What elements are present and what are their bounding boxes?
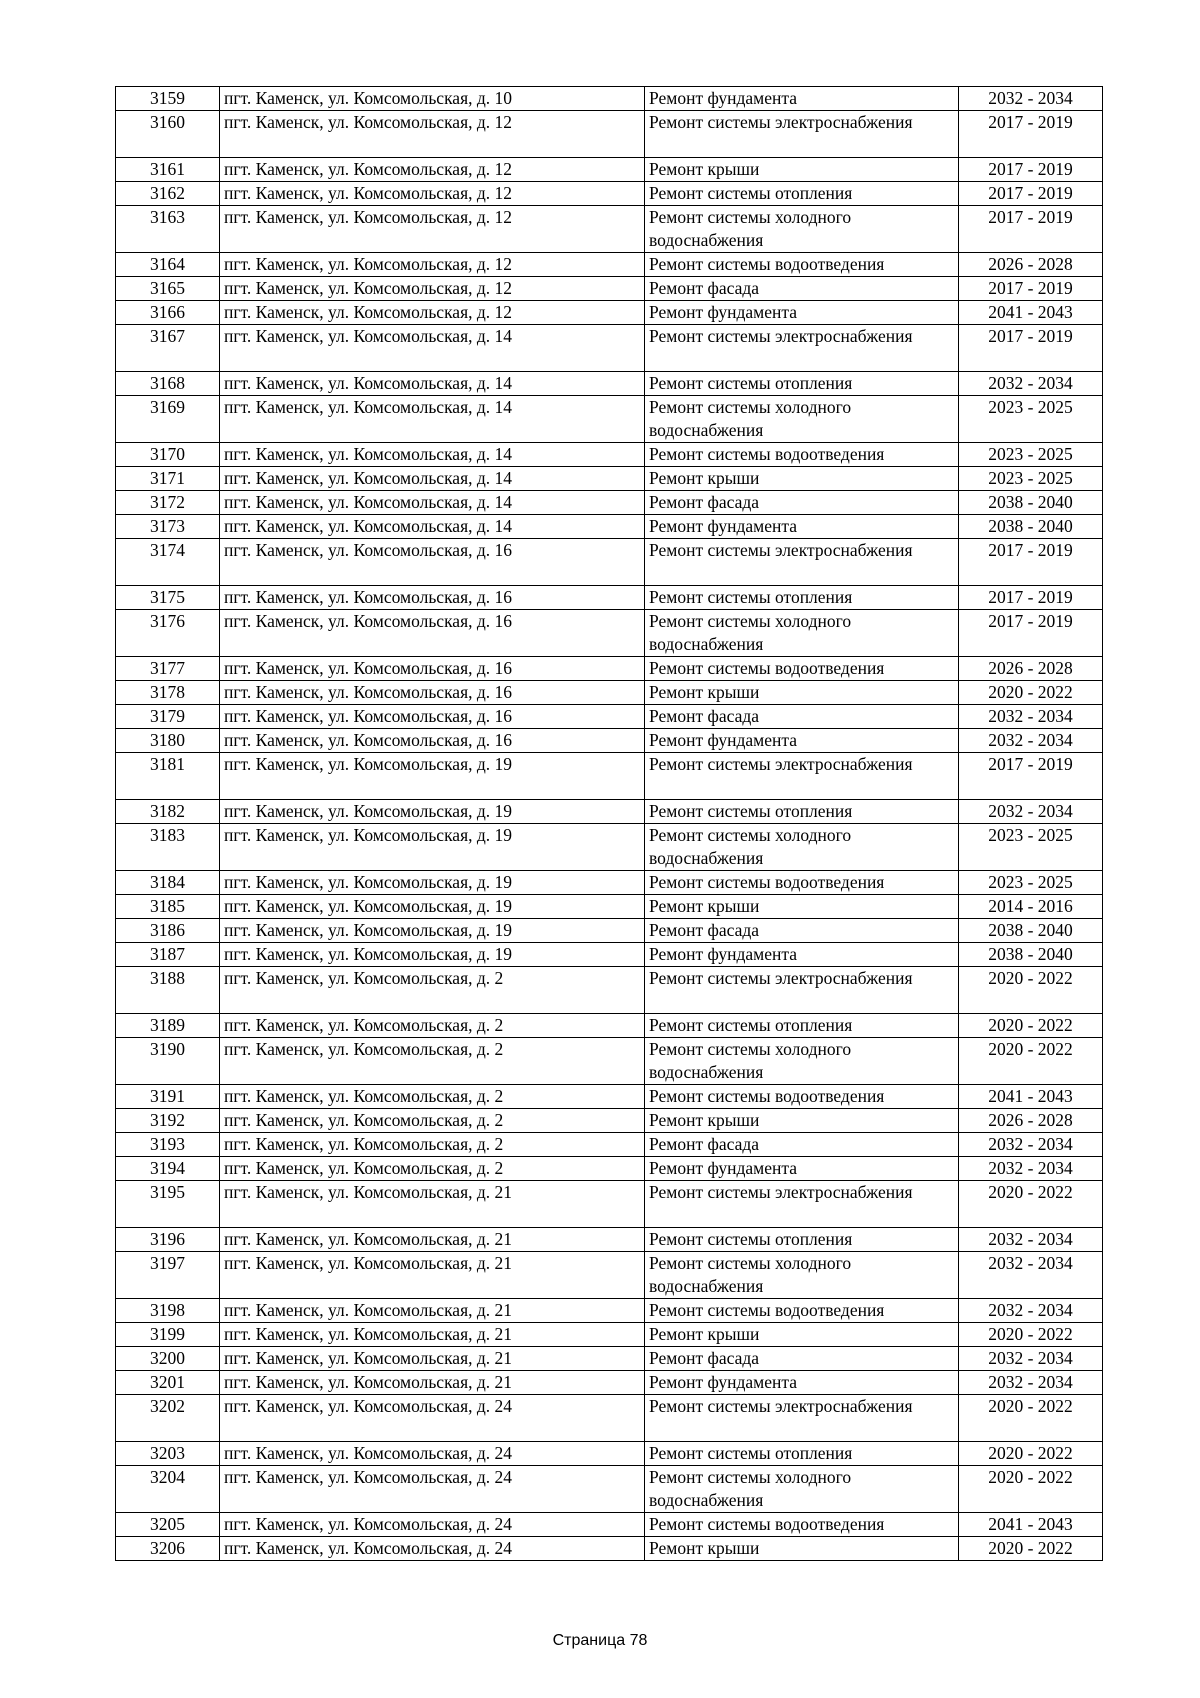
row-number-cell: 3168 — [116, 372, 220, 396]
address-cell: пгт. Каменск, ул. Комсомольская, д. 21 — [220, 1323, 645, 1347]
period-cell: 2032 - 2034 — [959, 705, 1103, 729]
work-type-cell: Ремонт системы водоотведения — [645, 1299, 959, 1323]
period-cell: 2032 - 2034 — [959, 1371, 1103, 1395]
table-row — [116, 253, 1103, 277]
period-cell: 2020 - 2022 — [959, 1466, 1103, 1513]
row-number-cell: 3203 — [116, 1442, 220, 1466]
table-row — [116, 182, 1103, 206]
address-cell: пгт. Каменск, ул. Комсомольская, д. 19 — [220, 943, 645, 967]
table-row — [116, 1323, 1103, 1347]
table-row — [116, 325, 1103, 372]
table-row — [116, 1038, 1103, 1085]
period-cell: 2032 - 2034 — [959, 1157, 1103, 1181]
work-type-cell: Ремонт системы электроснабжения — [645, 325, 959, 372]
work-type-cell: Ремонт системы холодного водоснабжения — [645, 1252, 959, 1299]
table-row — [116, 1252, 1103, 1299]
table-row — [116, 1371, 1103, 1395]
period-cell: 2017 - 2019 — [959, 206, 1103, 253]
address-cell: пгт. Каменск, ул. Комсомольская, д. 24 — [220, 1395, 645, 1442]
table-row — [116, 1395, 1103, 1442]
period-cell: 2032 - 2034 — [959, 372, 1103, 396]
period-cell: 2023 - 2025 — [959, 871, 1103, 895]
table-row — [116, 1347, 1103, 1371]
address-cell: пгт. Каменск, ул. Комсомольская, д. 14 — [220, 396, 645, 443]
period-cell: 2020 - 2022 — [959, 1442, 1103, 1466]
period-cell: 2032 - 2034 — [959, 1252, 1103, 1299]
table-row — [116, 1442, 1103, 1466]
address-cell: пгт. Каменск, ул. Комсомольская, д. 12 — [220, 206, 645, 253]
table-row — [116, 1299, 1103, 1323]
period-cell: 2038 - 2040 — [959, 919, 1103, 943]
period-cell: 2017 - 2019 — [959, 586, 1103, 610]
row-number-cell: 3166 — [116, 301, 220, 325]
period-cell: 2020 - 2022 — [959, 1181, 1103, 1228]
row-number-cell: 3191 — [116, 1085, 220, 1109]
work-type-cell: Ремонт фасада — [645, 705, 959, 729]
work-type-cell: Ремонт крыши — [645, 1537, 959, 1561]
period-cell: 2017 - 2019 — [959, 325, 1103, 372]
table-row — [116, 1133, 1103, 1157]
table-row — [116, 729, 1103, 753]
row-number-cell: 3186 — [116, 919, 220, 943]
work-type-cell: Ремонт системы отопления — [645, 1228, 959, 1252]
period-cell: 2023 - 2025 — [959, 467, 1103, 491]
table-row — [116, 1014, 1103, 1038]
period-cell: 2017 - 2019 — [959, 111, 1103, 158]
period-cell: 2017 - 2019 — [959, 610, 1103, 657]
table-row — [116, 1466, 1103, 1513]
row-number-cell: 3205 — [116, 1513, 220, 1537]
address-cell: пгт. Каменск, ул. Комсомольская, д. 21 — [220, 1252, 645, 1299]
address-cell: пгт. Каменск, ул. Комсомольская, д. 19 — [220, 871, 645, 895]
row-number-cell: 3160 — [116, 111, 220, 158]
table-row — [116, 443, 1103, 467]
work-type-cell: Ремонт системы водоотведения — [645, 1513, 959, 1537]
table-row — [116, 753, 1103, 800]
work-type-cell: Ремонт системы электроснабжения — [645, 111, 959, 158]
row-number-cell: 3182 — [116, 800, 220, 824]
table-row — [116, 467, 1103, 491]
period-cell: 2032 - 2034 — [959, 1133, 1103, 1157]
table-row — [116, 1181, 1103, 1228]
work-type-cell: Ремонт системы водоотведения — [645, 443, 959, 467]
address-cell: пгт. Каменск, ул. Комсомольская, д. 21 — [220, 1228, 645, 1252]
address-cell: пгт. Каменск, ул. Комсомольская, д. 21 — [220, 1299, 645, 1323]
row-number-cell: 3197 — [116, 1252, 220, 1299]
row-number-cell: 3163 — [116, 206, 220, 253]
table-body — [116, 87, 1103, 1561]
page-footer: Страница 78 — [552, 1632, 648, 1649]
table-row — [116, 111, 1103, 158]
period-cell: 2020 - 2022 — [959, 1323, 1103, 1347]
work-type-cell: Ремонт системы водоотведения — [645, 871, 959, 895]
work-type-cell: Ремонт системы водоотведения — [645, 253, 959, 277]
repair-schedule-table — [115, 86, 1103, 1561]
table-row — [116, 1228, 1103, 1252]
row-number-cell: 3193 — [116, 1133, 220, 1157]
row-number-cell: 3184 — [116, 871, 220, 895]
period-cell: 2041 - 2043 — [959, 301, 1103, 325]
work-type-cell: Ремонт системы холодного водоснабжения — [645, 610, 959, 657]
row-number-cell: 3167 — [116, 325, 220, 372]
table-row — [116, 943, 1103, 967]
work-type-cell: Ремонт крыши — [645, 895, 959, 919]
row-number-cell: 3181 — [116, 753, 220, 800]
work-type-cell: Ремонт системы холодного водоснабжения — [645, 1466, 959, 1513]
period-cell: 2023 - 2025 — [959, 396, 1103, 443]
table-row — [116, 967, 1103, 1014]
work-type-cell: Ремонт фундамента — [645, 87, 959, 111]
row-number-cell: 3175 — [116, 586, 220, 610]
address-cell: пгт. Каменск, ул. Комсомольская, д. 14 — [220, 491, 645, 515]
work-type-cell: Ремонт фасада — [645, 1133, 959, 1157]
address-cell: пгт. Каменск, ул. Комсомольская, д. 12 — [220, 111, 645, 158]
work-type-cell: Ремонт фундамента — [645, 515, 959, 539]
address-cell: пгт. Каменск, ул. Комсомольская, д. 2 — [220, 1014, 645, 1038]
row-number-cell: 3198 — [116, 1299, 220, 1323]
table-row — [116, 158, 1103, 182]
table-row — [116, 657, 1103, 681]
period-cell: 2017 - 2019 — [959, 277, 1103, 301]
address-cell: пгт. Каменск, ул. Комсомольская, д. 19 — [220, 800, 645, 824]
table-row — [116, 206, 1103, 253]
row-number-cell: 3195 — [116, 1181, 220, 1228]
period-cell: 2023 - 2025 — [959, 824, 1103, 871]
address-cell: пгт. Каменск, ул. Комсомольская, д. 21 — [220, 1347, 645, 1371]
address-cell: пгт. Каменск, ул. Комсомольская, д. 19 — [220, 824, 645, 871]
address-cell: пгт. Каменск, ул. Комсомольская, д. 14 — [220, 467, 645, 491]
row-number-cell: 3206 — [116, 1537, 220, 1561]
period-cell: 2020 - 2022 — [959, 1395, 1103, 1442]
table-row — [116, 277, 1103, 301]
period-cell: 2038 - 2040 — [959, 515, 1103, 539]
work-type-cell: Ремонт крыши — [645, 681, 959, 705]
address-cell: пгт. Каменск, ул. Комсомольская, д. 2 — [220, 1109, 645, 1133]
work-type-cell: Ремонт системы электроснабжения — [645, 967, 959, 1014]
row-number-cell: 3187 — [116, 943, 220, 967]
row-number-cell: 3192 — [116, 1109, 220, 1133]
table-row — [116, 1157, 1103, 1181]
work-type-cell: Ремонт системы отопления — [645, 586, 959, 610]
table-row — [116, 586, 1103, 610]
work-type-cell: Ремонт системы холодного водоснабжения — [645, 396, 959, 443]
address-cell: пгт. Каменск, ул. Комсомольская, д. 12 — [220, 253, 645, 277]
row-number-cell: 3162 — [116, 182, 220, 206]
period-cell: 2032 - 2034 — [959, 1228, 1103, 1252]
address-cell: пгт. Каменск, ул. Комсомольская, д. 16 — [220, 657, 645, 681]
work-type-cell: Ремонт фундамента — [645, 1371, 959, 1395]
work-type-cell: Ремонт крыши — [645, 158, 959, 182]
table-row — [116, 515, 1103, 539]
table-row — [116, 1109, 1103, 1133]
address-cell: пгт. Каменск, ул. Комсомольская, д. 19 — [220, 753, 645, 800]
period-cell: 2020 - 2022 — [959, 1014, 1103, 1038]
work-type-cell: Ремонт системы холодного водоснабжения — [645, 206, 959, 253]
period-cell: 2020 - 2022 — [959, 681, 1103, 705]
address-cell: пгт. Каменск, ул. Комсомольская, д. 2 — [220, 1157, 645, 1181]
address-cell: пгт. Каменск, ул. Комсомольская, д. 12 — [220, 182, 645, 206]
row-number-cell: 3189 — [116, 1014, 220, 1038]
row-number-cell: 3194 — [116, 1157, 220, 1181]
address-cell: пгт. Каменск, ул. Комсомольская, д. 10 — [220, 87, 645, 111]
address-cell: пгт. Каменск, ул. Комсомольская, д. 12 — [220, 277, 645, 301]
row-number-cell: 3164 — [116, 253, 220, 277]
work-type-cell: Ремонт системы электроснабжения — [645, 1181, 959, 1228]
table-row — [116, 705, 1103, 729]
address-cell: пгт. Каменск, ул. Комсомольская, д. 16 — [220, 681, 645, 705]
table-row — [116, 1513, 1103, 1537]
address-cell: пгт. Каменск, ул. Комсомольская, д. 21 — [220, 1181, 645, 1228]
period-cell: 2020 - 2022 — [959, 1038, 1103, 1085]
address-cell: пгт. Каменск, ул. Комсомольская, д. 21 — [220, 1371, 645, 1395]
work-type-cell: Ремонт крыши — [645, 1323, 959, 1347]
address-cell: пгт. Каменск, ул. Комсомольская, д. 14 — [220, 443, 645, 467]
table-row — [116, 301, 1103, 325]
period-cell: 2038 - 2040 — [959, 943, 1103, 967]
period-cell: 2032 - 2034 — [959, 87, 1103, 111]
address-cell: пгт. Каменск, ул. Комсомольская, д. 12 — [220, 301, 645, 325]
row-number-cell: 3165 — [116, 277, 220, 301]
period-cell: 2014 - 2016 — [959, 895, 1103, 919]
table-row — [116, 539, 1103, 586]
work-type-cell: Ремонт фундамента — [645, 729, 959, 753]
table-row — [116, 491, 1103, 515]
work-type-cell: Ремонт фундамента — [645, 301, 959, 325]
table-row — [116, 895, 1103, 919]
period-cell: 2017 - 2019 — [959, 539, 1103, 586]
row-number-cell: 3202 — [116, 1395, 220, 1442]
row-number-cell: 3172 — [116, 491, 220, 515]
address-cell: пгт. Каменск, ул. Комсомольская, д. 16 — [220, 729, 645, 753]
work-type-cell: Ремонт системы электроснабжения — [645, 1395, 959, 1442]
period-cell: 2032 - 2034 — [959, 1299, 1103, 1323]
work-type-cell: Ремонт фасада — [645, 1347, 959, 1371]
address-cell: пгт. Каменск, ул. Комсомольская, д. 24 — [220, 1537, 645, 1561]
address-cell: пгт. Каменск, ул. Комсомольская, д. 14 — [220, 325, 645, 372]
address-cell: пгт. Каменск, ул. Комсомольская, д. 24 — [220, 1466, 645, 1513]
period-cell: 2041 - 2043 — [959, 1513, 1103, 1537]
work-type-cell: Ремонт системы отопления — [645, 372, 959, 396]
table-row — [116, 1085, 1103, 1109]
period-cell: 2038 - 2040 — [959, 491, 1103, 515]
row-number-cell: 3159 — [116, 87, 220, 111]
table-row — [116, 87, 1103, 111]
row-number-cell: 3161 — [116, 158, 220, 182]
row-number-cell: 3170 — [116, 443, 220, 467]
work-type-cell: Ремонт системы электроснабжения — [645, 539, 959, 586]
row-number-cell: 3204 — [116, 1466, 220, 1513]
period-cell: 2017 - 2019 — [959, 158, 1103, 182]
work-type-cell: Ремонт системы электроснабжения — [645, 753, 959, 800]
period-cell: 2026 - 2028 — [959, 657, 1103, 681]
row-number-cell: 3177 — [116, 657, 220, 681]
period-cell: 2023 - 2025 — [959, 443, 1103, 467]
period-cell: 2041 - 2043 — [959, 1085, 1103, 1109]
row-number-cell: 3176 — [116, 610, 220, 657]
row-number-cell: 3178 — [116, 681, 220, 705]
row-number-cell: 3179 — [116, 705, 220, 729]
work-type-cell: Ремонт системы отопления — [645, 1014, 959, 1038]
address-cell: пгт. Каменск, ул. Комсомольская, д. 16 — [220, 586, 645, 610]
work-type-cell: Ремонт системы отопления — [645, 1442, 959, 1466]
period-cell: 2017 - 2019 — [959, 753, 1103, 800]
address-cell: пгт. Каменск, ул. Комсомольская, д. 2 — [220, 1038, 645, 1085]
work-type-cell: Ремонт фасада — [645, 277, 959, 301]
address-cell: пгт. Каменск, ул. Комсомольская, д. 12 — [220, 158, 645, 182]
work-type-cell: Ремонт системы водоотведения — [645, 657, 959, 681]
address-cell: пгт. Каменск, ул. Комсомольская, д. 2 — [220, 1085, 645, 1109]
table-row — [116, 681, 1103, 705]
row-number-cell: 3201 — [116, 1371, 220, 1395]
work-type-cell: Ремонт системы холодного водоснабжения — [645, 824, 959, 871]
table-row — [116, 610, 1103, 657]
work-type-cell: Ремонт крыши — [645, 1109, 959, 1133]
table-row — [116, 919, 1103, 943]
table-row — [116, 1537, 1103, 1561]
period-cell: 2020 - 2022 — [959, 1537, 1103, 1561]
table-row — [116, 396, 1103, 443]
address-cell: пгт. Каменск, ул. Комсомольская, д. 16 — [220, 705, 645, 729]
row-number-cell: 3183 — [116, 824, 220, 871]
period-cell: 2032 - 2034 — [959, 1347, 1103, 1371]
address-cell: пгт. Каменск, ул. Комсомольская, д. 2 — [220, 1133, 645, 1157]
address-cell: пгт. Каменск, ул. Комсомольская, д. 14 — [220, 515, 645, 539]
work-type-cell: Ремонт системы отопления — [645, 182, 959, 206]
row-number-cell: 3174 — [116, 539, 220, 586]
row-number-cell: 3200 — [116, 1347, 220, 1371]
period-cell: 2026 - 2028 — [959, 1109, 1103, 1133]
row-number-cell: 3190 — [116, 1038, 220, 1085]
table-row — [116, 824, 1103, 871]
work-type-cell: Ремонт фасада — [645, 919, 959, 943]
work-type-cell: Ремонт фасада — [645, 491, 959, 515]
address-cell: пгт. Каменск, ул. Комсомольская, д. 24 — [220, 1513, 645, 1537]
row-number-cell: 3171 — [116, 467, 220, 491]
row-number-cell: 3199 — [116, 1323, 220, 1347]
address-cell: пгт. Каменск, ул. Комсомольская, д. 16 — [220, 610, 645, 657]
address-cell: пгт. Каменск, ул. Комсомольская, д. 2 — [220, 967, 645, 1014]
period-cell: 2032 - 2034 — [959, 729, 1103, 753]
table-row — [116, 871, 1103, 895]
work-type-cell: Ремонт системы холодного водоснабжения — [645, 1038, 959, 1085]
address-cell: пгт. Каменск, ул. Комсомольская, д. 14 — [220, 372, 645, 396]
row-number-cell: 3196 — [116, 1228, 220, 1252]
work-type-cell: Ремонт фундамента — [645, 1157, 959, 1181]
table-row — [116, 372, 1103, 396]
address-cell: пгт. Каменск, ул. Комсомольская, д. 24 — [220, 1442, 645, 1466]
row-number-cell: 3185 — [116, 895, 220, 919]
row-number-cell: 3169 — [116, 396, 220, 443]
work-type-cell: Ремонт крыши — [645, 467, 959, 491]
row-number-cell: 3173 — [116, 515, 220, 539]
period-cell: 2017 - 2019 — [959, 182, 1103, 206]
period-cell: 2026 - 2028 — [959, 253, 1103, 277]
period-cell: 2032 - 2034 — [959, 800, 1103, 824]
work-type-cell: Ремонт системы отопления — [645, 800, 959, 824]
row-number-cell: 3180 — [116, 729, 220, 753]
address-cell: пгт. Каменск, ул. Комсомольская, д. 19 — [220, 919, 645, 943]
period-cell: 2020 - 2022 — [959, 967, 1103, 1014]
address-cell: пгт. Каменск, ул. Комсомольская, д. 19 — [220, 895, 645, 919]
table-row — [116, 800, 1103, 824]
address-cell: пгт. Каменск, ул. Комсомольская, д. 16 — [220, 539, 645, 586]
work-type-cell: Ремонт фундамента — [645, 943, 959, 967]
row-number-cell: 3188 — [116, 967, 220, 1014]
work-type-cell: Ремонт системы водоотведения — [645, 1085, 959, 1109]
